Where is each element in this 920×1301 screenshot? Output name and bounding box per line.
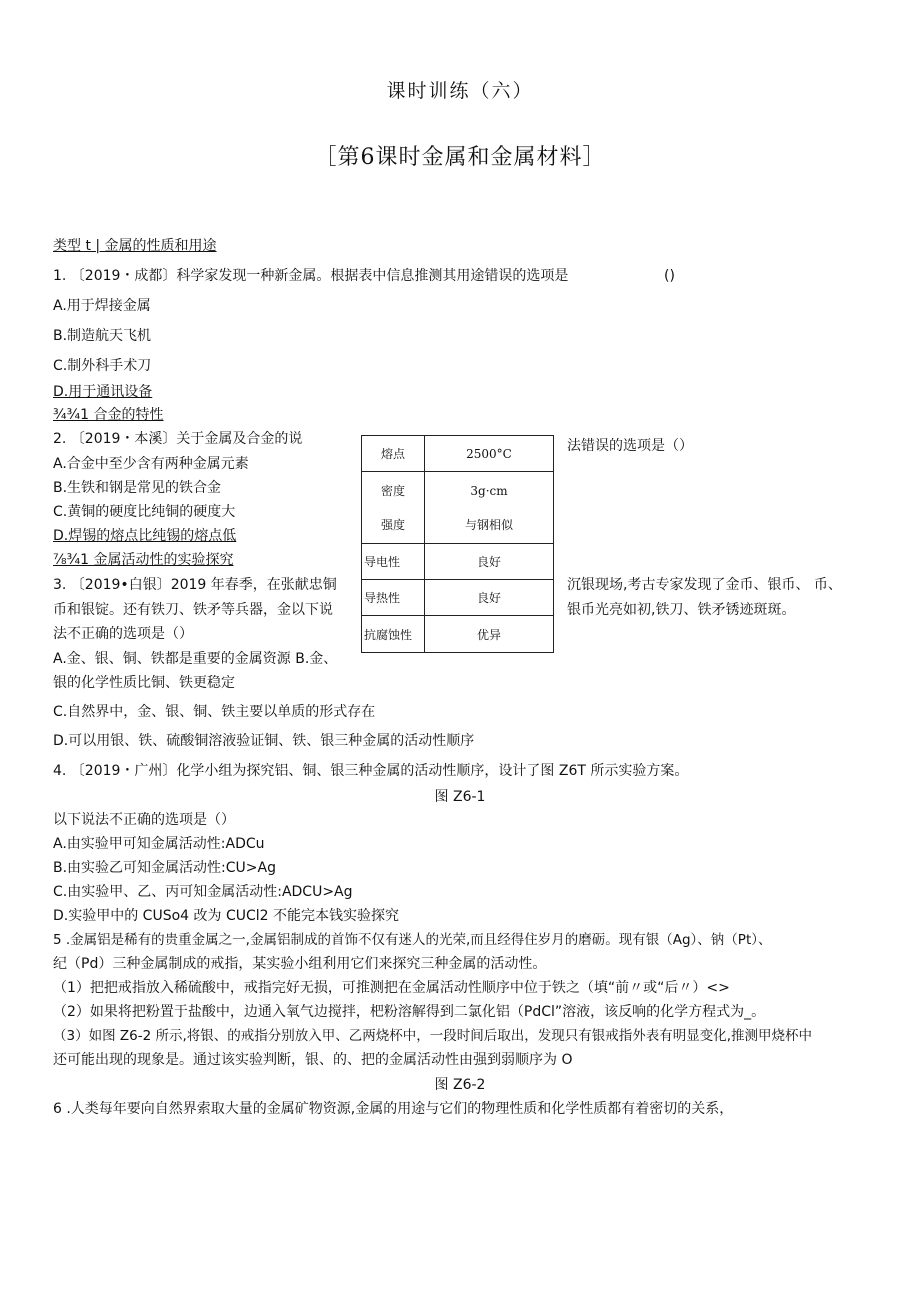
question-5-line-2: 纪（Pd）三种金属制成的戒指，某实验小组利用它们来探究三种金属的活动性。 (53, 956, 547, 972)
question-5-part-1: （1）把把戒指放入稀硫酸中，戒指完好无损，可推测把在金属活动性顺序中位于铁之（填“前〃或“后〃）<> (53, 980, 730, 996)
question-4-option-d: D.实验甲中的 CUSo4 改为 CUCl2 不能完本钱实验探究 (53, 908, 400, 924)
table-row (362, 616, 554, 653)
question-1-option-b: B.制造航天飞机 (53, 328, 152, 344)
question-4-option-c: C.由实验甲、乙、丙可知金属活动性:ADCU>Ag (53, 884, 353, 900)
table-value: 与钢相似 (464, 517, 513, 532)
question-3-option-a-line-1: A.金、银、铜、铁都是重要的金属资源 B.金、 (53, 651, 338, 667)
table-value: 良好 (425, 580, 554, 616)
question-5-part-3-line-1: （3）如图 Z6-2 所示,将银、的戒指分别放入甲、乙两烧杯中，一段时间后取出，发现只有银戒指外表有明显变化,推测甲烧杯中 (53, 1028, 813, 1044)
question-3-line-2: 币和银锭。还有铁刀、铁矛等兵器，金以下说 (53, 602, 333, 618)
question-6-stem: 6 .人类每年要向自然界索取大量的金属矿物资源,金属的用途与它们的物理性质和化学性质都有着密切的关系， (53, 1101, 734, 1117)
question-4-option-a: A.由实验甲可知金属活动性:ADCu (53, 836, 265, 852)
question-3-line-1: 3. 〔2019•白银〕2019 年春季，在张献忠铜 (53, 577, 337, 593)
figure-caption-z6-2: 图 Z6-2 (434, 1077, 486, 1093)
question-2-stem-right: 法错误的选项是（） (567, 438, 693, 454)
question-3-option-d: D.可以用银、铁、硫酸铜溶液验证铜、铁、银三种金属的活动性顺序 (53, 733, 475, 749)
question-2-option-d: D.焊锡的熔点比纯锡的熔点低 (53, 528, 237, 544)
section-heading-activity: ⅞¾1 金属活动性的实验探究 (53, 552, 234, 568)
table-value: 3g·cm (470, 483, 508, 498)
lesson-subtitle: ［第6课时金属和金属材料］ (314, 145, 606, 170)
question-3-line-2-right: 银币光亮如初,铁刀、铁矛锈迹斑斑。 (567, 602, 796, 618)
question-5-line-1: 5 .金属铝是稀有的贵重金属之一,金属铝制成的首饰不仅有迷人的光荣,而且经得住岁月的磨砺。现有银（Ag）、钠（Pt）、 (53, 932, 772, 948)
question-3-option-c: C.自然界中，金、银、铜、铁主要以单质的形式存在 (53, 704, 376, 720)
table-row (362, 472, 554, 544)
question-4-stem: 4. 〔2019・广州〕化学小组为探究铝、铜、银三种金属的活动性顺序，设计了图 Z6T 所示实验方案。 (53, 763, 689, 779)
table-key: 抗腐蚀性 (362, 616, 425, 653)
question-3-line-1-right: 沉银现场,考古专家发现了金币、银币、 币、 (567, 577, 842, 593)
question-2-option-c: C.黄铜的硬度比纯铜的硬度大 (53, 504, 236, 520)
metal-property-table (361, 435, 554, 653)
figure-caption-z6-1: 图 Z6-1 (434, 789, 486, 805)
question-5-part-3-line-2: 还可能出现的现象是。通过该实验判断，银、的、把的金属活动性由强到弱顺序为 O (53, 1052, 573, 1068)
question-5-part-2: （2）如果将把粉置于盐酸中，边通入氧气边搅拌，杷粉溶解得到二氯化铝（PdCl”溶液，该反响的化学方程式为_。 (53, 1004, 766, 1020)
page-title: 课时训练（六） (386, 80, 534, 102)
table-key: 熔点 (362, 436, 425, 472)
question-1-option-a: A.用于焊接金属 (53, 298, 151, 314)
question-1-stem: 1. 〔2019・成都〕科学家发现一种新金属。根据表中信息推测其用途错误的选项是 (53, 268, 569, 284)
question-1-option-d: D.用于通讯设备 (53, 384, 153, 400)
question-1-option-c: C.制外科手术刀 (53, 358, 152, 374)
section-heading-properties: 类型 t | 金属的性质和用途 (53, 238, 217, 254)
table-key-group (362, 472, 425, 544)
question-4-ask: 以下说法不正确的选项是（） (53, 812, 235, 828)
table-value: 优异 (425, 616, 554, 653)
table-key: 强度 (380, 517, 405, 532)
table-value-group (425, 472, 554, 544)
question-2-stem-left: 2. 〔2019・本溪〕关于金属及合金的说 (53, 431, 303, 447)
question-4-option-b: B.由实验乙可知金属活动性:CU>Ag (53, 860, 276, 876)
table-key: 密度 (380, 483, 405, 498)
table-key: 导电性 (362, 544, 425, 580)
table-row (362, 580, 554, 616)
table-value: 2500°C (425, 436, 554, 472)
question-2-option-a: A.合金中至少含有两种金属元素 (53, 456, 249, 472)
table-key: 导热性 (362, 580, 425, 616)
table-row (362, 544, 554, 580)
question-3-option-a-line-2: 银的化学性质比铜、铁更稳定 (53, 675, 235, 691)
question-1-answer-paren: () (664, 268, 675, 284)
table-row (362, 436, 554, 472)
section-heading-alloy: ¾¾1 合金的特性 (53, 407, 164, 423)
table-value: 良好 (425, 544, 554, 580)
question-3-line-3: 法不正确的选项是（） (53, 626, 193, 642)
question-2-option-b: B.生铁和钢是常见的铁合金 (53, 480, 222, 496)
